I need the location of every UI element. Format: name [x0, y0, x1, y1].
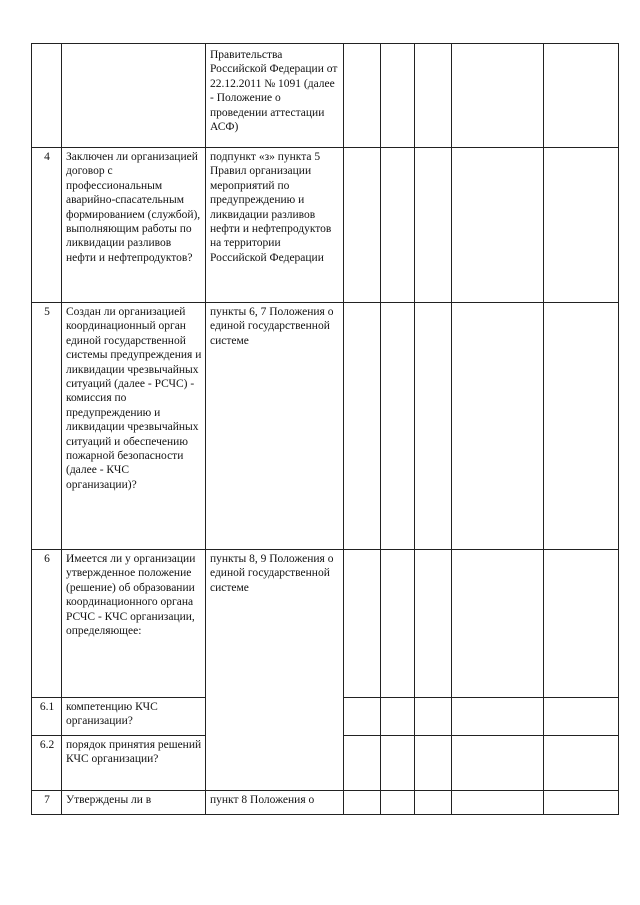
question-cell — [62, 44, 206, 148]
requirement-cell: пункт 8 Положения о — [206, 791, 344, 815]
notes-cell — [452, 698, 544, 736]
notes-cell — [452, 791, 544, 815]
row-number: 6.1 — [32, 698, 62, 736]
notes-cell — [452, 303, 544, 550]
question-cell: Заключен ли организацией договор с профессиональным аварийно-спасательным формированием (службой), выполняющим работы по ликвидации разливов нефти и нефтепродуктов? — [62, 148, 206, 303]
answer-yes-cell — [344, 550, 381, 698]
answer-na-cell — [415, 148, 452, 303]
requirement-cell: Правительства Российской Федерации от 22.12.2011 № 1091 (далее - Положение о проведении аттестации АСФ) — [206, 44, 344, 148]
answer-na-cell — [415, 550, 452, 698]
table-row — [32, 44, 619, 148]
answer-no-cell — [381, 791, 415, 815]
checklist-table — [31, 43, 619, 815]
notes-cell — [452, 44, 544, 148]
answer-no-cell — [381, 736, 415, 791]
row-number: 4 — [32, 148, 62, 303]
question-cell: порядок принятия решений КЧС организации? — [62, 736, 206, 791]
requirement-cell: пункты 8, 9 Положения о единой государственной системе — [206, 550, 344, 791]
row-number — [32, 44, 62, 148]
notes-cell — [452, 148, 544, 303]
answer-na-cell — [415, 303, 452, 550]
requirement-cell: пункты 6, 7 Положения о единой государственной системе — [206, 303, 344, 550]
answer-na-cell — [415, 698, 452, 736]
row-number: 6 — [32, 550, 62, 698]
row-number: 5 — [32, 303, 62, 550]
answer-na-cell — [415, 44, 452, 148]
question-cell: Создан ли организацией координационный орган единой государственной системы предупреждения и ликвидации чрезвычайных ситуаций (далее - РСЧС) - комиссия по предупреждению и ликвидации чрезвычайных ситуаций и обеспечению пожарной безопасности (далее - КЧС организации)? — [62, 303, 206, 550]
remarks-cell — [544, 698, 619, 736]
table-row — [32, 791, 619, 815]
answer-yes-cell — [344, 736, 381, 791]
remarks-cell — [544, 148, 619, 303]
question-cell: Имеется ли у организации утвержденное положение (решение) об образовании координационного органа РСЧС - КЧС организации, определяющее: — [62, 550, 206, 698]
answer-yes-cell — [344, 44, 381, 148]
answer-no-cell — [381, 44, 415, 148]
question-cell: Утверждены ли в — [62, 791, 206, 815]
answer-no-cell — [381, 698, 415, 736]
remarks-cell — [544, 791, 619, 815]
row-number: 6.2 — [32, 736, 62, 791]
remarks-cell — [544, 44, 619, 148]
remarks-cell — [544, 736, 619, 791]
remarks-cell — [544, 303, 619, 550]
notes-cell — [452, 550, 544, 698]
answer-yes-cell — [344, 791, 381, 815]
answer-yes-cell — [344, 148, 381, 303]
answer-no-cell — [381, 550, 415, 698]
notes-cell — [452, 736, 544, 791]
table-row — [32, 550, 619, 698]
answer-na-cell — [415, 791, 452, 815]
remarks-cell — [544, 550, 619, 698]
answer-no-cell — [381, 303, 415, 550]
table-row — [32, 148, 619, 303]
answer-yes-cell — [344, 303, 381, 550]
answer-yes-cell — [344, 698, 381, 736]
table-row — [32, 303, 619, 550]
row-number: 7 — [32, 791, 62, 815]
answer-na-cell — [415, 736, 452, 791]
question-cell: компетенцию КЧС организации? — [62, 698, 206, 736]
answer-no-cell — [381, 148, 415, 303]
requirement-cell: подпункт «з» пункта 5 Правил организации мероприятий по предупреждению и ликвидации разливов нефти и нефтепродуктов на территории Российской Федерации — [206, 148, 344, 303]
